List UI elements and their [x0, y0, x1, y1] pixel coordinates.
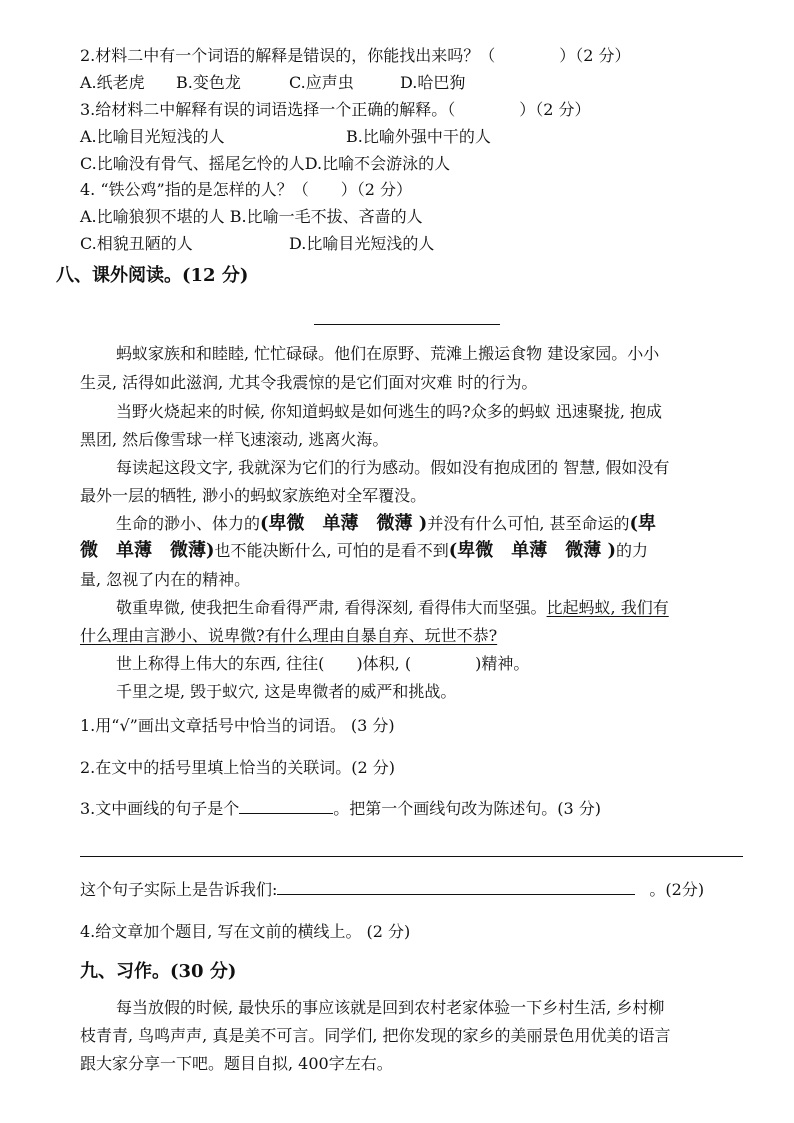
p4-text-d: 的力 [616, 541, 649, 560]
title-blank-line [314, 324, 500, 325]
passage-p3-line1: 每读起这段文字, 我就深为它们的行为感动。假如没有抱成团的 智慧, 假如没有 [116, 458, 670, 477]
q7-4-stem: 4. “铁公鸡”指的是怎样的人？（ ）（2 分） [80, 180, 412, 199]
q7-3-option-b: B.比喻外强中干的人 [346, 127, 491, 146]
passage-p2-line1: 当野火烧起来的时候, 你知道蚂蚁是如何逃生的吗?众多的蚂蚁 迅速聚拢, 抱成 [116, 402, 663, 421]
passage-p1-line2: 生灵, 活得如此滋润, 尤其令我震惊的是它们面对灾难 时的行为。 [80, 373, 538, 392]
word-choice-2-rest[interactable]: 微 单薄 微薄) [80, 540, 215, 561]
question-8-2: 2.在文中的括号里填上恰当的关联词。(2 分) [80, 758, 396, 777]
q7-3-option-a: A.比喻目光短浅的人 [80, 127, 225, 146]
q7-2-option-c: C.应声虫 [289, 73, 354, 92]
q7-2-option-b: B.变色龙 [176, 73, 241, 92]
passage-p4-line2 [80, 541, 648, 561]
q8-3-tell-end: 。(2分) [649, 880, 705, 899]
question-8-3 [80, 799, 601, 819]
q8-3-text-a: 3.文中画线的句子是个 [80, 799, 240, 818]
underlined-sentence-2: 什么理由言渺小、说卑微?有什么理由自暴自弃、玩世不恭? [80, 626, 498, 645]
meaning-blank[interactable] [277, 880, 635, 895]
q7-3-options-cd: C.比喻没有骨气、摇尾乞怜的人D.比喻不会游泳的人 [80, 154, 451, 173]
essay-prompt-line1: 每当放假的时候, 最快乐的事应该就是回到农村老家体验一下乡村生活, 乡村柳 [116, 998, 665, 1017]
sentence-type-blank[interactable] [239, 799, 333, 814]
q7-4-options-cd [80, 234, 434, 254]
question-8-1: 1.用“√”画出文章括号中恰当的词语。 (3 分) [80, 716, 395, 735]
section-8-heading: 八、课外阅读。(12 分) [56, 265, 249, 286]
q7-2-option-a: A.纸老虎 [80, 73, 145, 92]
q7-4-options-ab: A.比喻狼狈不堪的人 B.比喻一毛不拔、吝啬的人 [80, 207, 423, 226]
q7-2-option-d: D.哈巴狗 [400, 73, 466, 92]
passage-p1-line1: 蚂蚁家族和和睦睦, 忙忙碌碌。他们在原野、荒滩上搬运食物 建设家园。小小 [116, 344, 660, 363]
q7-3-options-ab [80, 127, 491, 147]
passage-p6: 世上称得上伟大的东西, 往往( )体积, ( )精神。 [116, 654, 530, 673]
q8-3-text-b: 。把第一个画线句改为陈述句。(3 分) [333, 799, 602, 818]
q7-3-stem: 3.给材料二中解释有误的词语选择一个正确的解释。（ ）（2 分） [80, 100, 591, 119]
q7-2-options [80, 73, 465, 93]
essay-prompt-line2: 枝青青, 鸟鸣声声, 真是美不可言。同学们, 把你发现的家乡的美丽景色用优美的语言 [80, 1026, 671, 1045]
q7-4-option-c: C.相貌丑陋的人 [80, 234, 193, 253]
q7-4-option-d: D.比喻目光短浅的人 [289, 234, 435, 253]
passage-p4-line3: 量, 忽视了内在的精神。 [80, 570, 251, 589]
question-8-3-meaning [80, 880, 704, 900]
p4-text-b: 并没有什么可怕, 甚至命运的 [427, 514, 630, 533]
p5-text: 敬重卑微, 使我把生命看得严肃, 看得深刻, 看得伟大而坚强。 [116, 598, 547, 617]
section-9-heading: 九、习作。(30 分) [80, 961, 237, 982]
passage-p2-line2: 黑团, 然后像雪球一样飞速滚动, 逃离火海。 [80, 430, 389, 449]
word-choice-1[interactable]: (卑微 单薄 微薄 ) [260, 513, 428, 534]
word-choice-2-start[interactable]: (卑 [629, 513, 657, 534]
p4-text-a: 生命的渺小、体力的 [116, 514, 261, 533]
q8-3-tell-text: 这个句子实际上是告诉我们: [80, 880, 278, 899]
passage-p7: 千里之堤, 毁于蚁穴, 这是卑微者的威严和挑战。 [116, 682, 457, 701]
underlined-sentence-1: 比起蚂蚁, 我们有 [546, 598, 669, 617]
p4-text-c: 也不能决断什么, 可怕的是看不到 [214, 541, 449, 560]
essay-prompt-line3: 跟大家分享一下吧。题目自拟, 400字左右。 [80, 1054, 393, 1073]
q7-2-stem: 2.材料二中有一个词语的解释是错误的，你能找出来吗？（ ）（2 分） [80, 46, 631, 65]
question-8-4: 4.给文章加个题目, 写在文前的横线上。 (2 分) [80, 922, 411, 941]
passage-p5-line1 [116, 598, 669, 618]
passage-p3-line2: 最外一层的牺牲, 渺小的蚂蚁家族绝对全军覆没。 [80, 486, 427, 505]
answer-line[interactable] [80, 856, 743, 857]
passage-p4-line1 [116, 514, 656, 534]
word-choice-3[interactable]: (卑微 单薄 微薄 ) [448, 540, 617, 561]
